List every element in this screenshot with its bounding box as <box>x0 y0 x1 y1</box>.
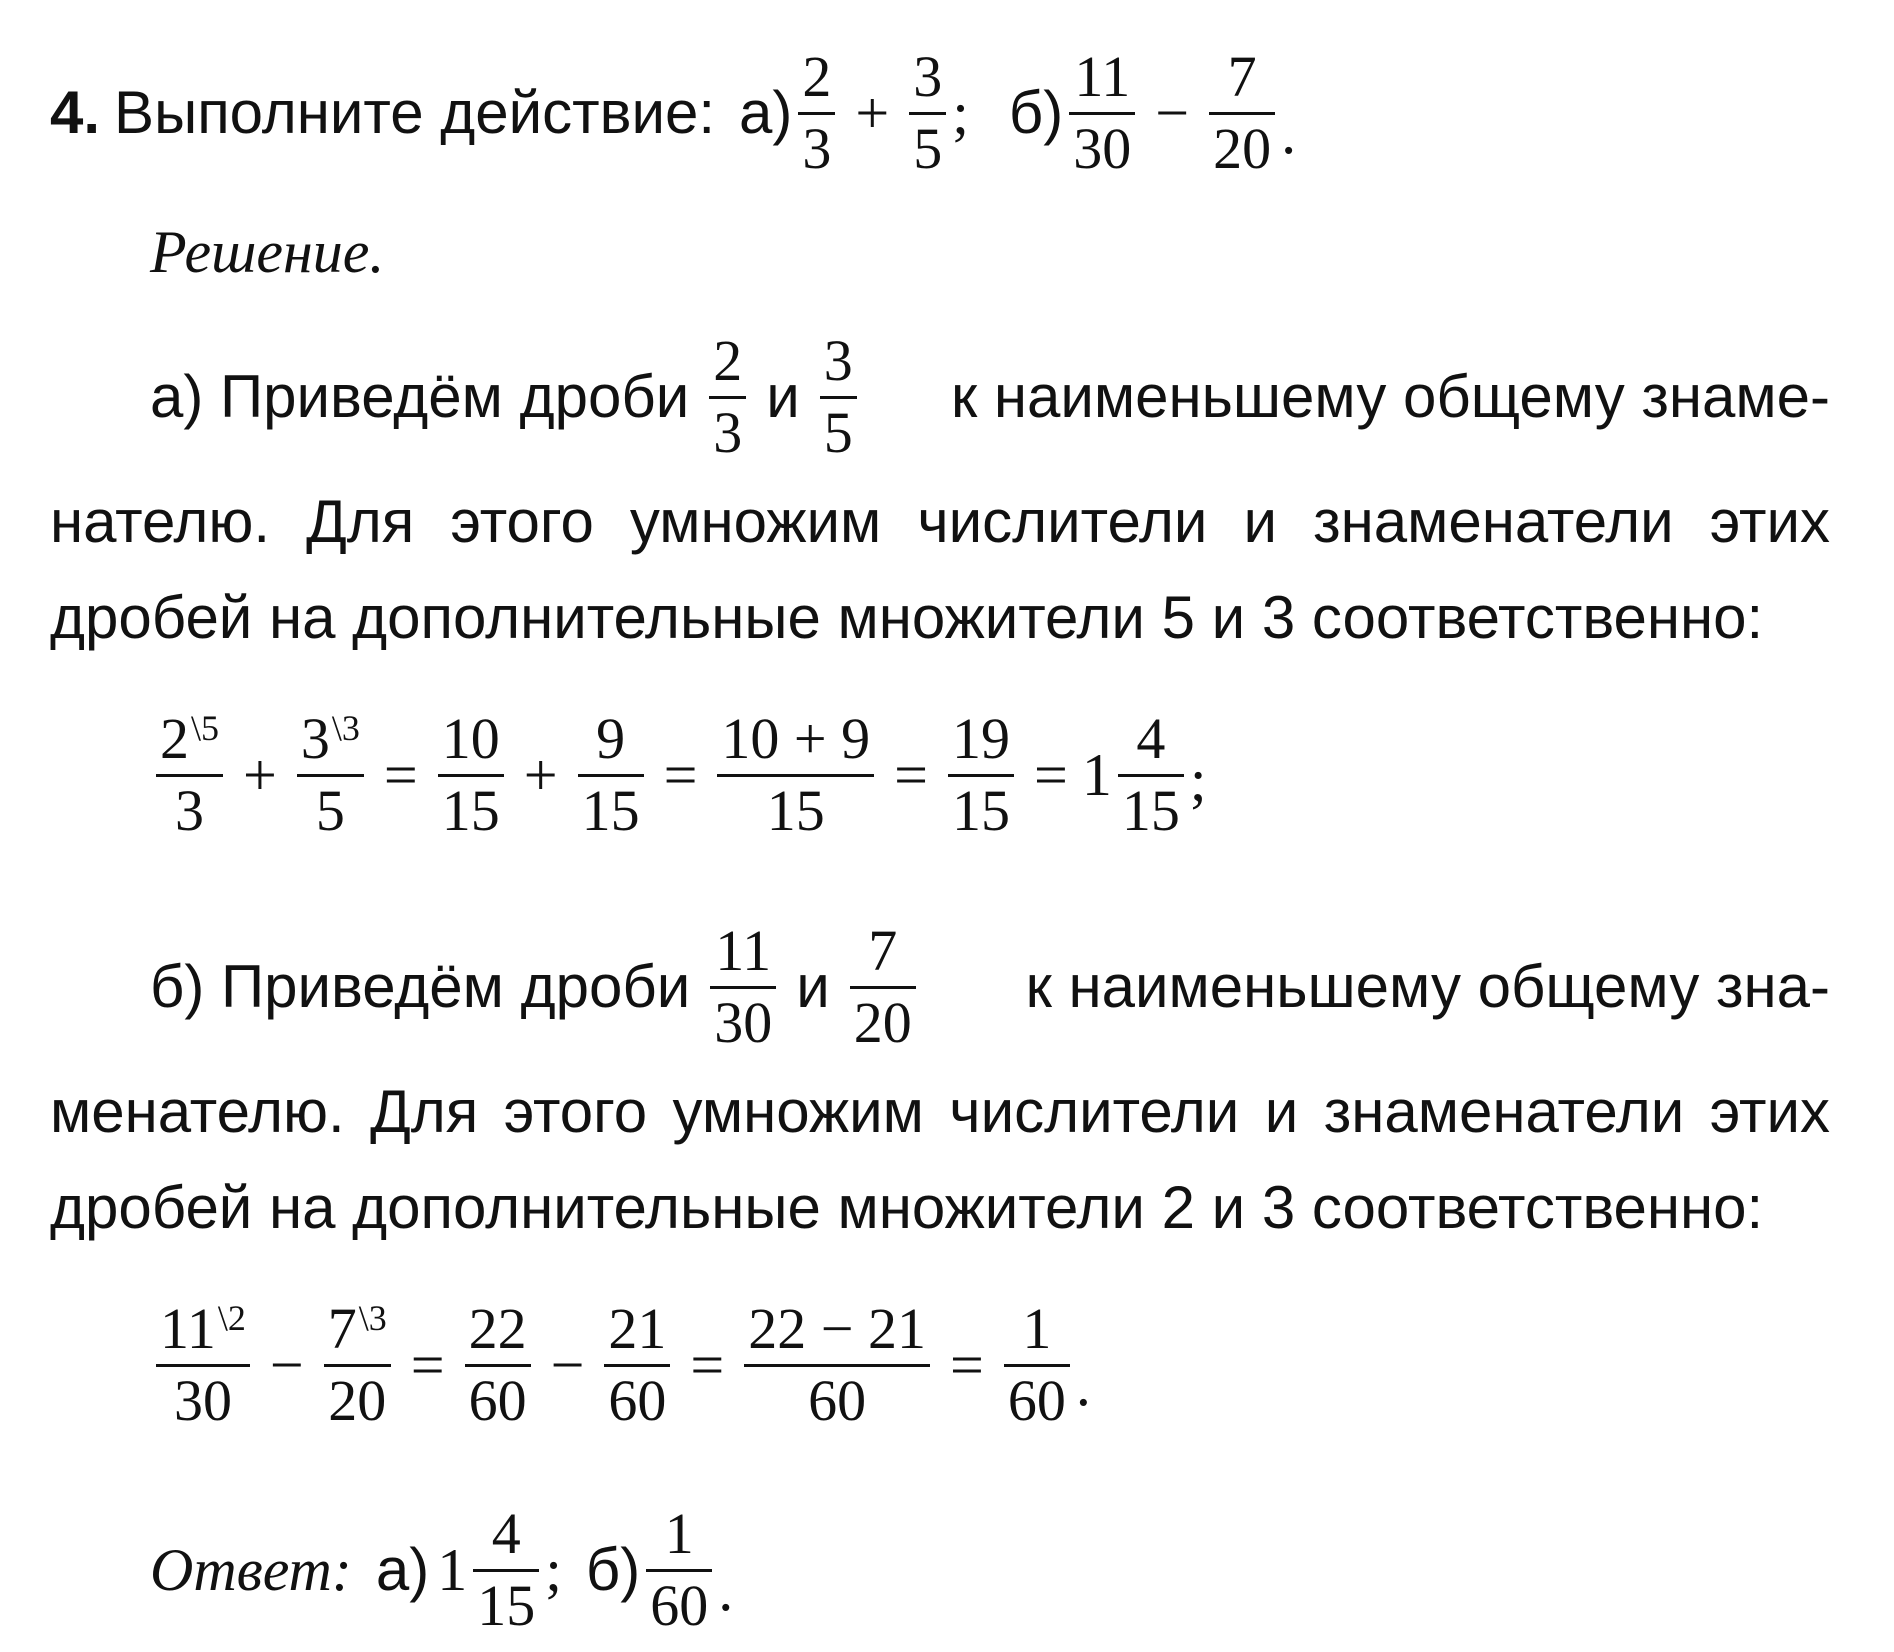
problem-number: 4. <box>50 79 101 146</box>
fraction: $\frac{2}{3}$ <box>709 331 746 464</box>
part-a-line2: нателю. Для этого умножим числители и знаменатели этих <box>50 488 1830 555</box>
fraction: $\frac{4}{15}$ <box>473 1504 539 1637</box>
part-b-line2: менателю. Для этого умножим числители и знаменатели этих <box>50 1078 1830 1145</box>
fraction: $\frac{1}{60}$ <box>1004 1299 1070 1432</box>
part-a-label: а) <box>739 79 793 146</box>
fraction: $\frac{2^{\backslash 5}}{3}$ <box>156 709 223 842</box>
problem-instruction: Выполните действие: <box>114 79 716 146</box>
end-punct: . <box>1281 99 1297 166</box>
fraction: $\frac{7}{20}$ <box>1209 47 1275 180</box>
fraction: $\frac{22}{60}$ <box>465 1299 531 1432</box>
mixed-whole: 1 <box>437 1536 468 1603</box>
part-a-line3: дробей на дополнительные множители 5 и 3 соответственно: <box>50 584 1764 651</box>
fraction: $\frac{9}{15}$ <box>578 709 644 842</box>
fraction: $\frac{3}{5}$ <box>909 47 946 180</box>
part-b-line3: дробей на дополнительные множители 2 и 3 соответственно: <box>50 1174 1764 1241</box>
fraction: $\frac{7}{20}$ <box>850 921 916 1054</box>
part-b-intro: б) Приведём дроби $\frac{11}{30}$ и $\frac{7}{20}$ к наименьшему общему зна- <box>150 917 1830 1055</box>
solution-heading: Решение. <box>150 219 385 285</box>
fraction: $\frac{3}{5}$ <box>820 331 857 464</box>
fraction: $\frac{2}{3}$ <box>798 47 835 180</box>
fraction: $\frac{19}{15}$ <box>948 709 1014 842</box>
part-b-equation: $\frac{11^{\backslash 2}}{30}$ − $\frac{7^{\backslash 3}}{20}$ = $\frac{22}{60}$ − $\frac{21}{60}$ = $\frac{22 - 21}{60}$ = $\frac{1}{60}$ . <box>150 1290 1091 1440</box>
fraction: $\frac{21}{60}$ <box>604 1299 670 1432</box>
mixed-whole: 1 <box>1081 741 1112 808</box>
fraction: $\frac{10}{15}$ <box>438 709 504 842</box>
answer-line: Ответ: а) 1 $\frac{4}{15}$ ; б) $\frac{1}{60}$ . <box>150 1500 734 1638</box>
fraction: $\frac{22 - 21}{60}$ <box>744 1299 930 1432</box>
part-a-equation: $\frac{2^{\backslash 5}}{3}$ + $\frac{3^{\backslash 3}}{5}$ = $\frac{10}{15}$ + $\frac{9}{15}$ = $\frac{10 + 9}{15}$ = $\frac{19}{15}$ = 1 $\frac{4}{15}$ ; <box>150 700 1206 850</box>
fraction: $\frac{1}{60}$ <box>646 1504 712 1637</box>
fraction: $\frac{10 + 9}{15}$ <box>717 709 874 842</box>
fraction: $\frac{11}{30}$ <box>1069 47 1135 180</box>
operator: + <box>855 79 890 146</box>
fraction: $\frac{11^{\backslash 2}}{30}$ <box>156 1299 250 1432</box>
separator: ; <box>952 79 969 146</box>
part-a-intro: а) Приведём дроби $\frac{2}{3}$ и $\frac{3}{5}$ к наименьшему общему знаме- <box>150 327 1830 465</box>
part-b-label: б) <box>1008 79 1064 146</box>
problem-statement <box>50 38 1296 188</box>
fraction: $\frac{4}{15}$ <box>1118 709 1184 842</box>
operator: − <box>1155 79 1190 146</box>
fraction: $\frac{11}{30}$ <box>710 921 776 1054</box>
fraction: $\frac{3^{\backslash 3}}{5}$ <box>297 709 364 842</box>
answer-label: Ответ: <box>150 1536 352 1603</box>
fraction: $\frac{7^{\backslash 3}}{20}$ <box>324 1299 391 1432</box>
